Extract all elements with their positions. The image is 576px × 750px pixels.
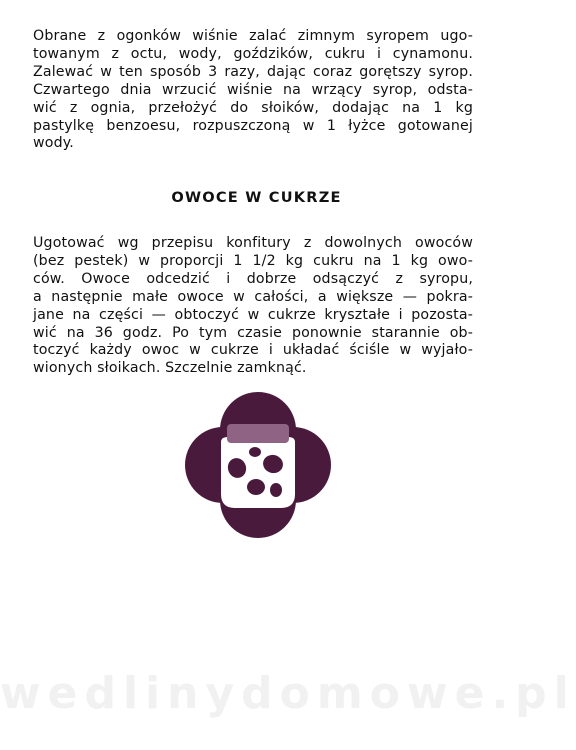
watermark: wedlinydomowe.pl xyxy=(0,668,576,719)
text-line: (bez pestek) w proporcji 1 1/2 kg cukru na 1 kg owo- xyxy=(33,252,473,269)
text-line: ców. Owoce odcedzić i dobrze odsączyć z syropu, xyxy=(33,270,473,287)
section-heading: OWOCE W CUKRZE xyxy=(171,189,342,206)
text-line: wić na 36 godz. Po tym czasie ponownie starannie ob- xyxy=(33,324,473,341)
recipe-paragraph-2 xyxy=(33,235,473,378)
text-line: pastylkę benzoesu, rozpuszczoną w 1 łyżce gotowanej xyxy=(33,117,473,134)
text-line: wody. xyxy=(33,135,74,152)
jar-with-fruit-icon xyxy=(183,390,333,540)
text-line: Ugotować wg przepisu konfitury z dowolnych owoców xyxy=(33,235,473,251)
text-line: Zalewać w ten sposób 3 razy, dając coraz gorętszy syrop. xyxy=(33,63,473,80)
recipe-paragraph-1 xyxy=(33,28,473,153)
text-line: jane na części — obtoczyć w cukrze kryształe i pozosta- xyxy=(33,306,473,323)
text-line: wić z ognia, przełożyć do słoików, dodając na 1 kg xyxy=(33,99,473,116)
text-line: toczyć każdy owoc w cukrze i układać ściśle w wyjało- xyxy=(33,342,473,359)
text-line: Czwartego dnia wrzucić wiśnie na wrzący syrop, odsta- xyxy=(33,81,473,98)
text-line: Obrane z ogonków wiśnie zalać zimnym syropem ugo- xyxy=(33,28,473,44)
jar-lid xyxy=(227,424,289,443)
text-line: towanym z octu, wody, goździków, cukru i cynamonu. xyxy=(33,45,473,62)
text-line: a następnie małe owoce w całości, a większe — pokra- xyxy=(33,288,473,305)
text-line: wionych słoikach. Szczelnie zamknąć. xyxy=(33,360,307,377)
